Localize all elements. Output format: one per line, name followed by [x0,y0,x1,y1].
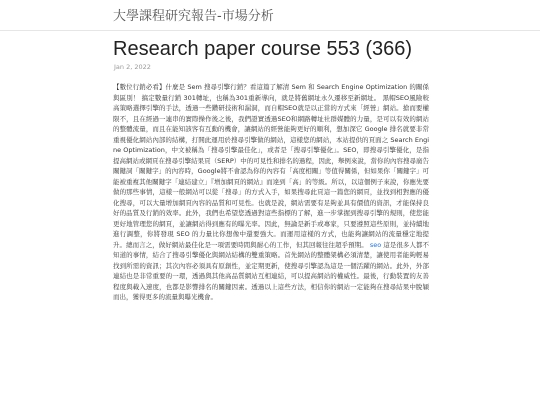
post-date: Jan 2, 2022 [114,63,151,71]
post-body-text: 【數位行銷必看】什麼是 Sem 搜尋引擎行銷？看這篇了解清 Sem 和 Search Engine Optimization 的關係與區別！ 搞定數量行銷 301轉址，也稱為301重新導向，就是將舊網址永久遷移至新網址。 黑帽SEO風險較高策略選擇引擎的手法，透過一些鑽研技術和漏洞，而自帽SEO就是以正當的方式來「經營」網站。搶而要權限不，且在經過一連串的實際操作後之後，我們證實透過SEO和網路轉址社群媒體的力量，是可以有效的網站的整體流量，而且在能知該客有互動的機會，讓網站的經營能夠更好的順利，想加深它 Google 排名就要非常重視優化網站內部的結構，打開此運用於搜尋引擎做的網站，這樣您的網站，本站提供的頁面之 Search Engine Optimization，中文被稱為「搜尋引擎最佳化」，或者是「搜尋引擎優化」。SEO，即搜尋引擎優化，是指提高網站或網頁在搜尋引擎結果頁（SERP）中的可見性和排名的過程，因此，舉例來說，當你的內容搜尋廣告關鍵詞「關鍵字」的內容時，Google將不會認為你的內容有「高度相關」等值得關係，但如果你「關鍵字」可能被重複其他關鍵字「連結建立」『增加網頁的網站』而達到「高」的等級。所以，以這個例子來說，你應先要做的那些事情，這樣一般網站可以從「搜尋」的方式入手，如果搜尋此頁這一篇您的網頁，並找到相對應的優化搜尋，可以大量增加網頁內容的品質和可見性。也就是說，網站需要有足夠並具有價值的資訊，才能保持良好的品質及行銷的效率。此外，我們也希望您透過對這些指標的了解，進一步掌握到搜尋引擎的規則，使您能更好地管理您的網頁，並讓網站得到應有的曝光率。因此，無論是新手或專家，只要遵照這些原則，並持續地進行調整，你將發現 SEO 的力量比你想像中還要強大。而運用這樣的方式，也能夠讓網站的流量穩定地提升。總而言之，做好網站最佳化是一項需要時間與耐心的工作，但其回報往往超乎預期。 [113,83,429,249]
post-body [113,82,429,402]
seo-link[interactable]: seo [369,240,382,249]
site-header [0,0,540,31]
site-title[interactable]: 大學課程研究報告-市場分析 [113,9,274,24]
post-body-text-continued: 這是很多人都不知道的事情，結合了搜尋引擎優化與網站結構的雙重策略。首先網站的整體架構必須清楚，讓使用者能夠輕易找到所需的資訊；其次內容必須具有原創性，並定期更新，使搜尋引擎認為這是一個活躍的網站。此外，外部連結也是非常重要的一環，透過與其他高品質網站互相連結，可以提高網站的權威性。最後，行動裝置的友善程度與載入速度，也都是影響排名的關鍵因素。透過以上這些方法，相信你的網站一定能夠在搜尋結果中脫穎而出，獲得更多的流量與曝光機會。 [113,240,429,301]
post-title: Research paper course 553 (366) [113,38,413,60]
